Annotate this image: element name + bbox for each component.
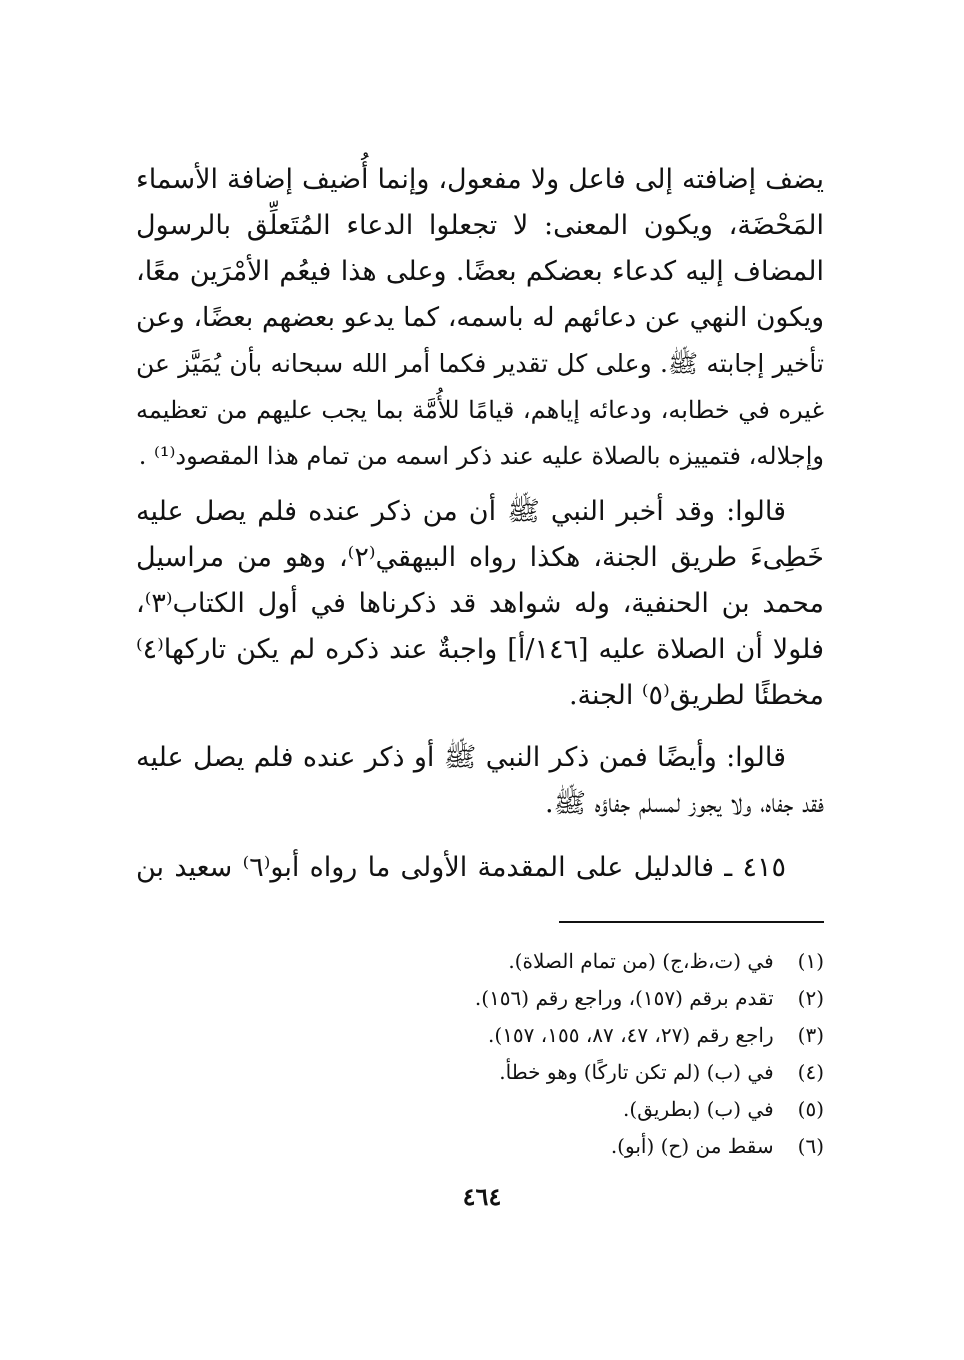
text-line: تأخير إجابته ﷺ. وعلى كل تقدير فكما أمر الله سبحانه بأن يُمَيَّز عن <box>136 349 824 378</box>
text-line: المضاف إليه كدعاء بعضكم بعضًا. وعلى هذا فيعُم الأمْرَين معًا، <box>136 256 824 287</box>
footnote <box>499 1057 824 1087</box>
text-line: قالوا: وأيضًا فمن ذكر النبي ﷺ أو ذكر عنده فلم يصل عليه <box>136 742 786 773</box>
footnote <box>623 1094 824 1124</box>
text-line: فلولا أن الصلاة عليه [١٤٦/أ] واجبةٌ عند ذكره لم يكن تاركها⁽٤⁾ <box>136 634 824 665</box>
page-number: ٤٦٤ <box>462 1182 502 1211</box>
footnote-number: (٣) <box>797 1023 824 1047</box>
footnote-number: (٢) <box>797 986 824 1010</box>
footnote <box>508 946 824 976</box>
text-line: غيره في خطابه، ودعائه إياهم، قيامًا للأُمَّة بما يجب عليهم من تعظيمه <box>136 396 824 424</box>
footnote-text: في (ب) (لم تكن تاركًا) وهو خطأ. <box>499 1060 774 1084</box>
footnote-number: (٦) <box>797 1134 824 1158</box>
footnote-text: تقدم برقم (١٥٧)، وراجع رقم (١٥٦). <box>474 986 774 1010</box>
text-line: خَطِىءَ طريق الجنة، هكذا رواه البيهقي⁽٢⁾، وهو من مراسيل <box>136 542 824 573</box>
footnote-number: (٥) <box>797 1097 824 1121</box>
footnote-number: (١) <box>797 949 824 973</box>
footnote-text: في (ت،ظ،ج) (من تمام الصلاة). <box>508 949 774 973</box>
footnote-separator <box>559 921 824 923</box>
footnote-number: (٤) <box>797 1060 824 1084</box>
text-line: مخطئًا لطريق⁽٥⁾ الجنة. <box>568 680 824 711</box>
footnote <box>488 1020 824 1050</box>
text-line: المَحْضَة، ويكون المعنى: لا تجعلوا الدعاء المُتَعلِّق بالرسول <box>136 210 824 241</box>
text-line: وإجلاله، فتمييزه بالصلاة عليه عند ذكر اسمه من تمام هذا المقصود⁽¹⁾ . <box>138 442 824 470</box>
text-line: يضف إضافته إلى فاعل ولا مفعول، وإنما أُضيف إضافة الأسماء <box>136 164 824 195</box>
footnote <box>475 983 824 1013</box>
text-line: قالوا: وقد أخبر النبي ﷺ أن من ذكر عنده فلم يصل عليه <box>136 496 786 527</box>
footnote-text: راجع رقم (٢٧، ٤٧، ٨٧، ١٥٥، ١٥٧). <box>488 1023 774 1047</box>
text-line: ٤١٥ ـ فالدليل على المقدمة الأولى ما رواه أبو⁽٦⁾ سعيد بن <box>136 852 786 883</box>
footnote-text: في (ب) (بطريق). <box>623 1097 774 1121</box>
footnote <box>611 1131 824 1161</box>
text-line: محمد بن الحنفية، وله شواهد قد ذكرناها في أول الكتاب⁽٣⁾، <box>136 588 824 619</box>
text-line: ويكون النهي عن دعائهم له باسمه، كما يدعو بعضهم بعضًا، وعن <box>136 302 824 333</box>
text-line: فقد جفاه، ولا يجوز لمسلم جفاؤه ﷺ. <box>544 788 824 819</box>
footnote-text: سقط من (ح) (أبو). <box>610 1134 774 1158</box>
